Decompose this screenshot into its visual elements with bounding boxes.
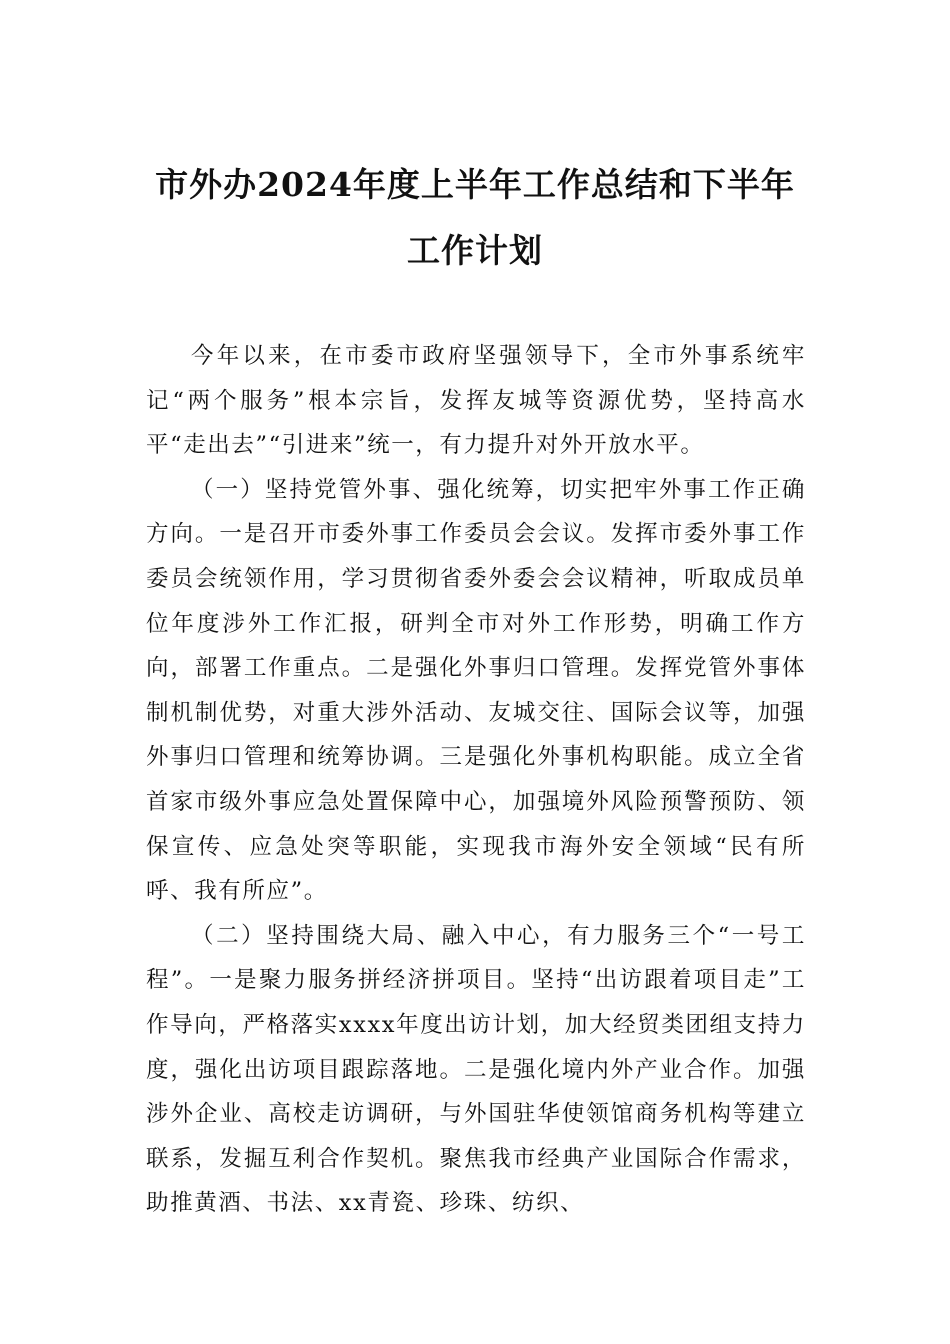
- paragraph-section-2: （二）坚持围绕大局、融入中心，有力服务三个“一号工程”。一是聚力服务拼经济拼项目。坚持“出访跟着项目走”工作导向，严格落实xxxx年度出访计划，加大经贸类团组支持力度，强化出访项目跟踪落地。二是强化境内外产业合作。加强涉外企业、高校走访调研，与外国驻华使领馆商务机构等建立联系，发掘互利合作契机。聚焦我市经典产业国际合作需求，助推黄酒、书法、xx青瓷、珍珠、纺织、: [146, 922, 806, 1217]
- paragraph-intro: 今年以来，在市委市政府坚强领导下，全市外事系统牢记“两个服务”根本宗旨，发挥友城等资源优势，坚持高水平“走出去”“引进来”统一，有力提升对外开放水平。: [146, 343, 806, 459]
- document-title-line-1: 市外办2024年度上半年工作总结和下半年: [155, 165, 795, 204]
- paragraph-section-1: （一）坚持党管外事、强化统筹，切实把牢外事工作正确方向。一是召开市委外事工作委员会会议。发挥市委外事工作委员会统领作用，学习贯彻省委外委会会议精神，听取成员单位年度涉外工作汇报，研判全市对外工作形势，明确工作方向，部署工作重点。二是强化外事归口管理。发挥党管外事体制机制优势，对重大涉外活动、友城交往、国际会议等，加强外事归口管理和统筹协调。三是强化外事机构职能。成立全省首家市级外事应急处置保障中心，加强境外风险预警预防、领保宣传、应急处突等职能，实现我市海外安全领域“民有所呼、我有所应”。: [146, 476, 806, 905]
- document-body: [146, 334, 806, 1226]
- document-title-line-2: 工作计划: [407, 231, 543, 270]
